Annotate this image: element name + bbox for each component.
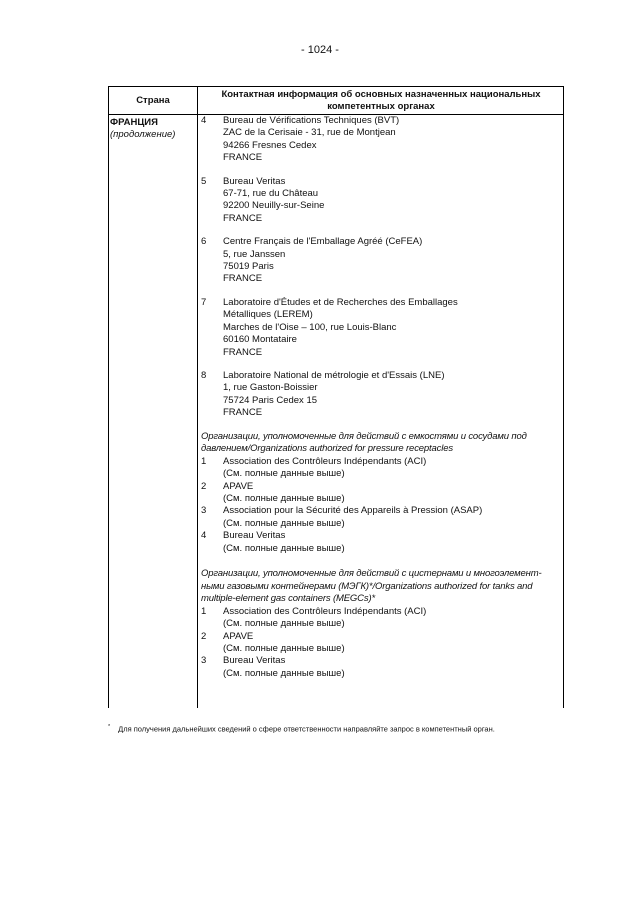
- see-above-note: (См. полные данные выше): [223, 492, 345, 504]
- organization-sections: [201, 431, 561, 681]
- column-divider: [197, 86, 198, 708]
- footnote: [108, 724, 495, 734]
- section-heading: [201, 431, 561, 456]
- contacts-table: [108, 86, 564, 708]
- address-line: Centre Français de l'Emballage Agréé (CeFEA): [223, 236, 423, 248]
- address-line: Bureau de Vérifications Techniques (BVT): [223, 115, 400, 126]
- entry-address: [223, 176, 324, 226]
- heading-line: ными газовыми контейнерами (МЭГК)*/Organizations authorized for tanks and: [201, 580, 533, 592]
- address-line: 1, rue Gaston-Boissier: [223, 382, 318, 394]
- organization-name: Bureau Veritas: [223, 655, 286, 667]
- footnote-text: Для получения дальнейших сведений о сфере ответственности направляйте запрос в компетентный орган.: [118, 724, 495, 734]
- address-line: FRANCE: [223, 273, 263, 285]
- entry-address: [223, 115, 399, 165]
- table-border-left: [108, 86, 109, 708]
- address-line: 92200 Neuilly-sur-Seine: [223, 200, 325, 212]
- contacts-content: [201, 115, 561, 680]
- entry-number: 5: [201, 175, 207, 187]
- address-line: Métalliques (LEREM): [223, 309, 313, 321]
- header-country: Страна: [136, 95, 170, 106]
- see-above-note: (См. полные данные выше): [223, 667, 345, 679]
- organization-section: [201, 568, 561, 680]
- organization-name: Association pour la Sécurité des Appareils à Pression (ASAP): [223, 505, 483, 517]
- footnote-mark: *: [108, 724, 111, 730]
- see-above-note: (См. полные данные выше): [223, 517, 345, 529]
- address-line: Marches de l'Oise – 100, rue Louis-Blanc: [223, 321, 397, 333]
- section-heading: [201, 568, 561, 606]
- item-number: 1: [201, 455, 207, 467]
- see-above-note: (См. полные данные выше): [223, 468, 345, 480]
- heading-line: multiple-element gas containers (MEGCs)*: [201, 593, 376, 605]
- item-number: 3: [201, 505, 207, 517]
- see-above-note: (См. полные данные выше): [223, 542, 345, 554]
- address-line: Bureau Veritas: [223, 175, 286, 187]
- authority-list: [201, 115, 561, 420]
- authority-entry: [201, 115, 561, 165]
- item-number: 4: [201, 530, 207, 542]
- organization-name: APAVE: [223, 630, 254, 642]
- organization-section: [201, 431, 561, 555]
- address-line: 94266 Fresnes Cedex: [223, 139, 317, 151]
- country-name: ФРАНЦИЯ: [110, 117, 158, 128]
- address-line: FRANCE: [223, 346, 263, 358]
- address-line: ZAC de la Cerisaie - 31, rue de Montjean: [223, 127, 396, 139]
- authority-entry: [201, 297, 561, 359]
- address-line: 75724 Paris Cedex 15: [223, 394, 318, 406]
- address-line: FRANCE: [223, 212, 263, 224]
- authority-entry: [201, 370, 561, 420]
- organization-name: Association des Contrôleurs Indépendants (ACI): [223, 605, 427, 617]
- address-line: 75019 Paris: [223, 261, 274, 273]
- address-line: FRANCE: [223, 407, 263, 419]
- organization-name: Bureau Veritas: [223, 530, 286, 542]
- header-contact: Контактная информация об основных назначенных национальных компетентных органах: [221, 88, 541, 112]
- entry-address: [223, 370, 444, 420]
- item-number: 3: [201, 655, 207, 667]
- address-line: 67-71, rue du Château: [223, 188, 319, 200]
- entry-address: [223, 236, 422, 286]
- entry-number: 7: [201, 296, 207, 308]
- entry-number: 6: [201, 236, 207, 248]
- address-line: 60160 Montataire: [223, 334, 297, 346]
- heading-line: Организации, уполномоченные для действий с емкостями и сосудами под: [201, 430, 527, 442]
- organization-item: [201, 606, 561, 618]
- country-note: (продолжение): [110, 129, 176, 140]
- entry-number: 4: [201, 115, 207, 126]
- country-cell: [110, 117, 196, 141]
- organization-item: [201, 631, 561, 643]
- heading-line: Организации, уполномоченные для действий с цистернами и многоэлемент-: [201, 567, 542, 579]
- see-above-note: (См. полные данные выше): [223, 618, 345, 630]
- address-line: Laboratoire National de métrologie et d'Essais (LNE): [223, 369, 445, 381]
- address-line: FRANCE: [223, 152, 263, 164]
- organization-name: Association des Contrôleurs Indépendants (ACI): [223, 455, 427, 467]
- organization-item: [201, 456, 561, 468]
- item-number: 1: [201, 605, 207, 617]
- address-line: 5, rue Janssen: [223, 248, 286, 260]
- see-above-note: (См. полные данные выше): [223, 642, 345, 654]
- address-line: Laboratoire d'Études et de Recherches des Emballages: [223, 296, 458, 308]
- organization-name: APAVE: [223, 480, 254, 492]
- item-number: 2: [201, 630, 207, 642]
- organization-item: [201, 530, 561, 542]
- heading-line: давлением/Organizations authorized for pressure receptacles: [201, 443, 453, 455]
- authority-entry: [201, 236, 561, 286]
- table-border-right: [563, 86, 564, 708]
- organization-item: [201, 505, 561, 517]
- organization-item: [201, 481, 561, 493]
- organization-item: [201, 655, 561, 667]
- entry-number: 8: [201, 369, 207, 381]
- item-number: 2: [201, 480, 207, 492]
- authority-entry: [201, 176, 561, 226]
- page-number: - 1024 -: [301, 44, 339, 56]
- entry-address: [223, 297, 458, 359]
